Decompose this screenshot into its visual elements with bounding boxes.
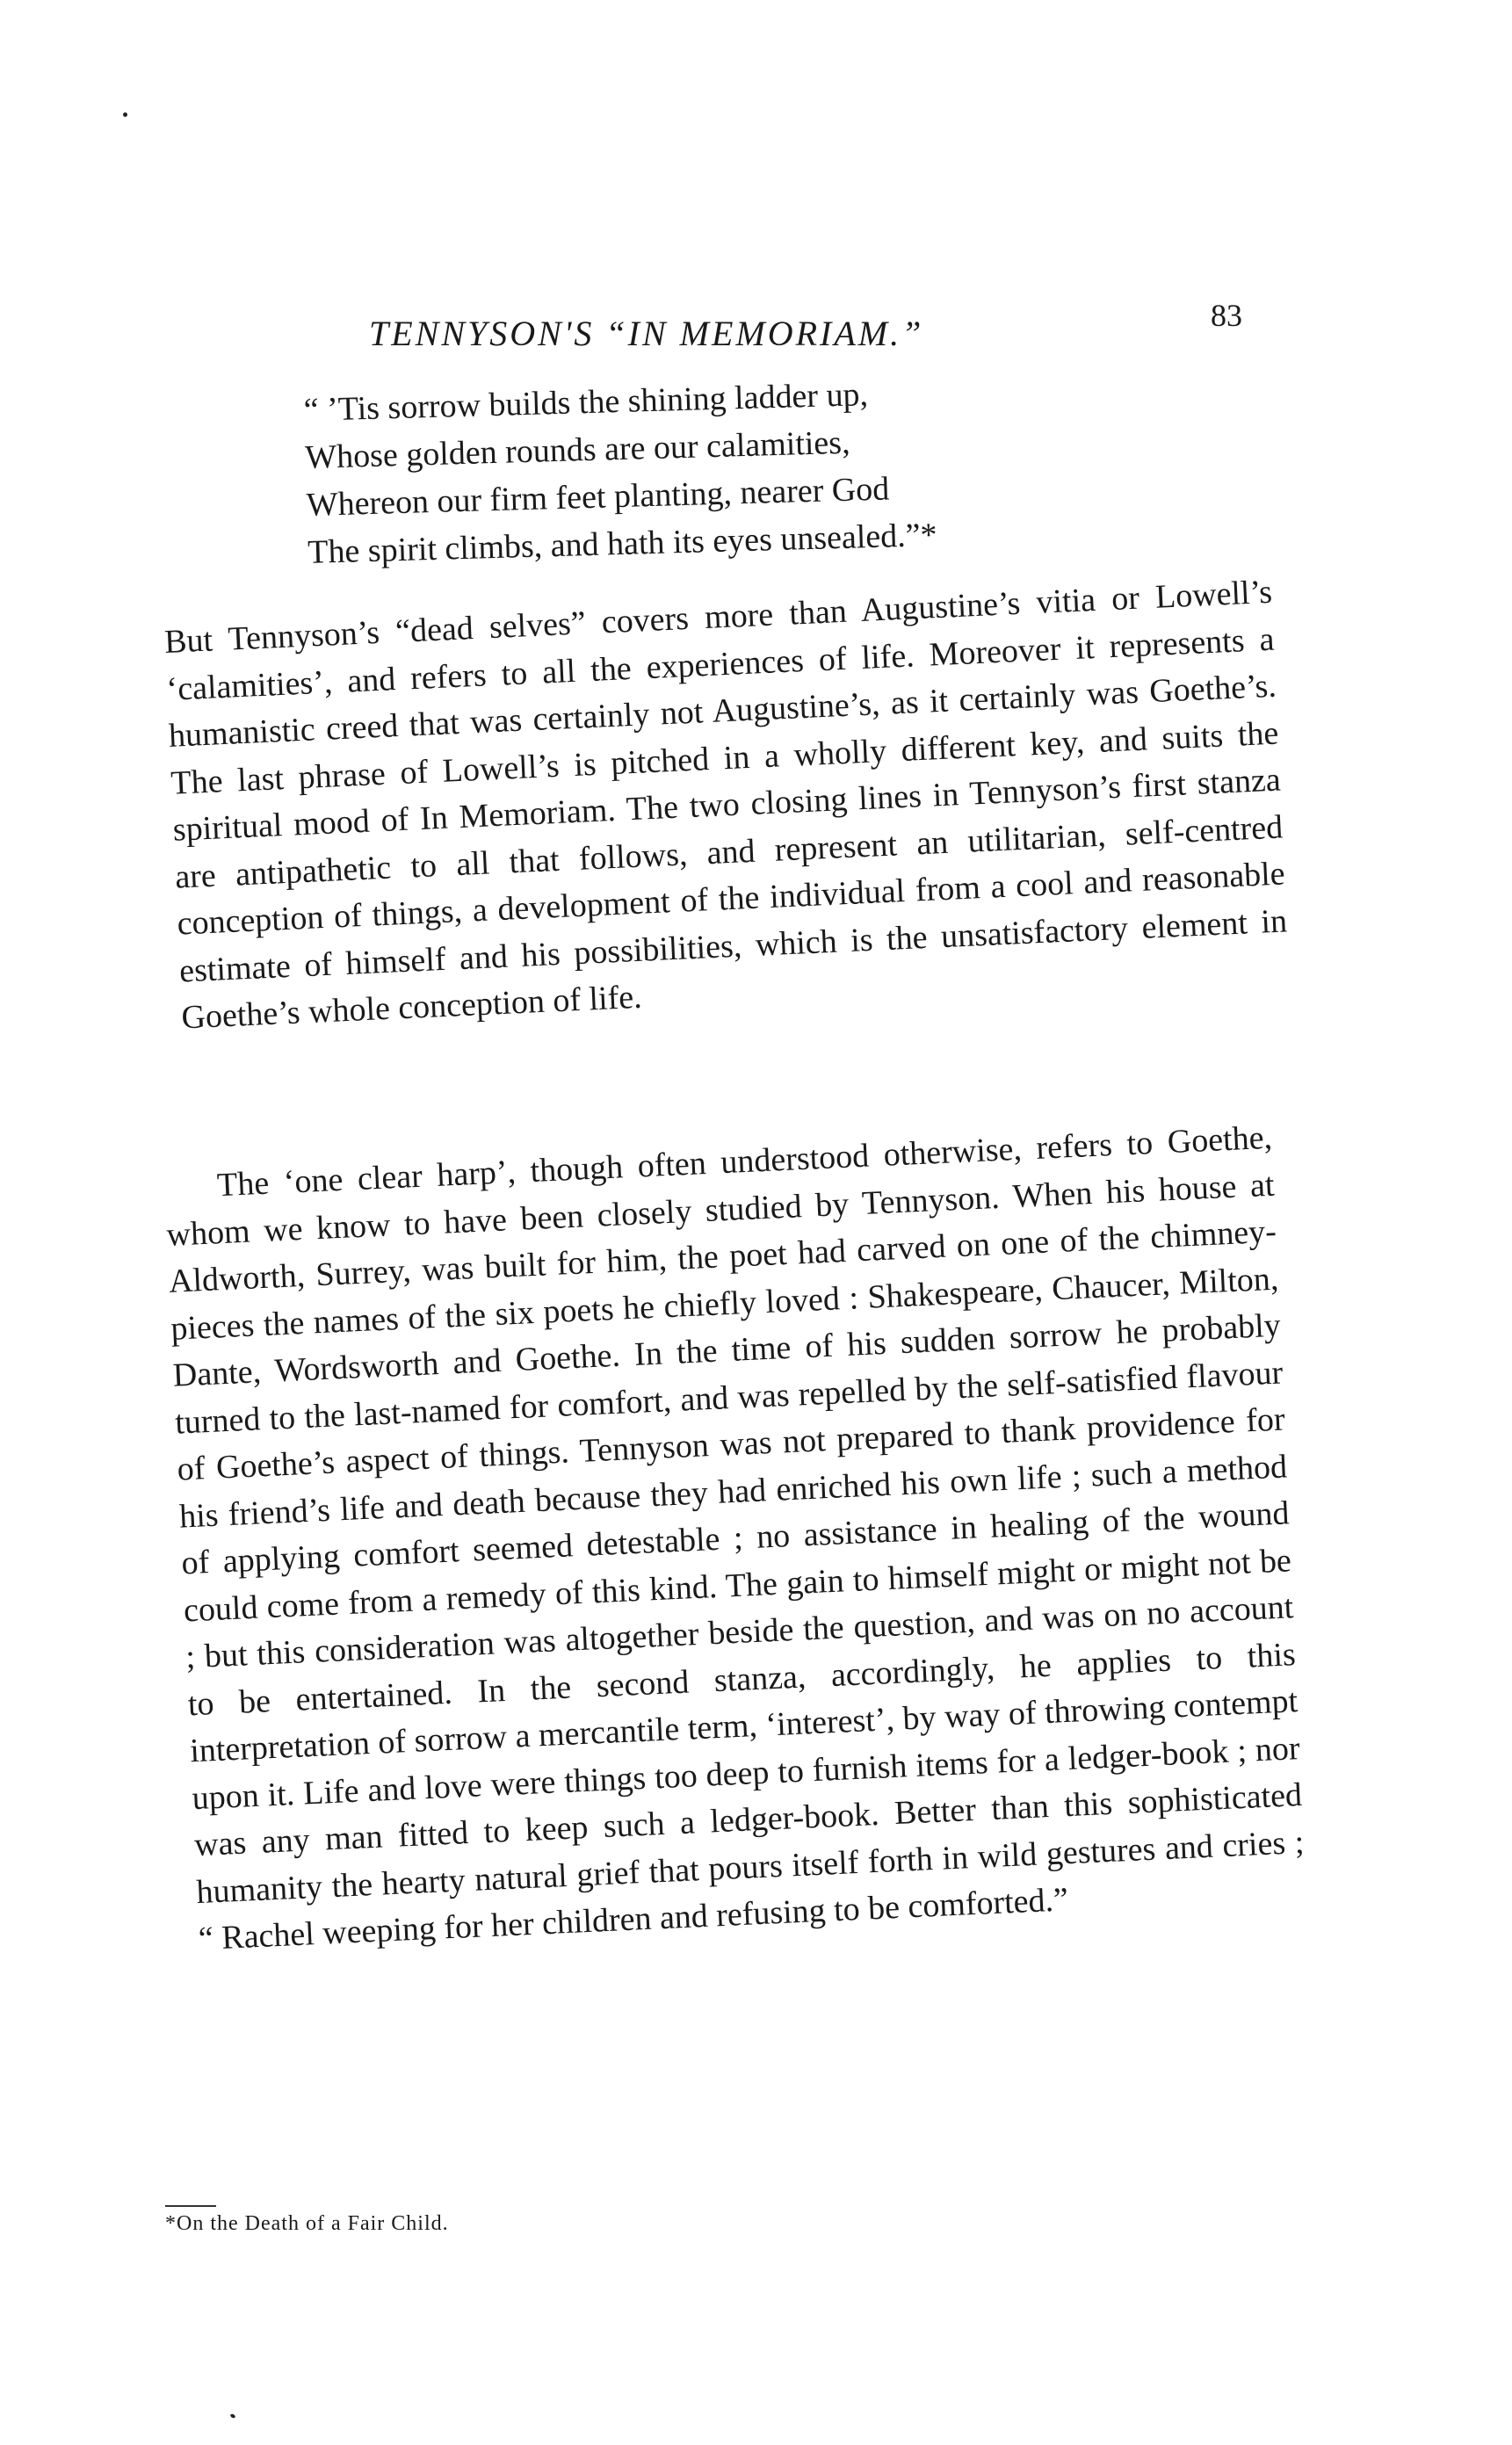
ink-speck <box>229 2413 235 2419</box>
verse-line: Whereon our firm feet planting, nearer God <box>306 470 890 524</box>
paragraph-text: The ‘one clear harp’, though often understood otherwise, refers to Goethe, whom we know to have been closely studied by Tennyson. When his house at Aldworth, Surrey, was built for him, the poet had carved on one of the chimney-pieces the names of the six poets he chiefly loved : Shakespeare, Chaucer, Milton, Dante, Wordsworth and Goethe. In the time of his sudden sorrow he probably turned to the last-named for comfort, and was repelled by the self-satisfied flavour of Goethe’s aspect of things. Tennyson was not prepared to thank providence for his friend’s life and death because they had enriched his own life ; such a method of applying comfort seemed detestable ; no assistance in healing of the wound could come from a remedy of this kind. The gain to himself might or might not be ; but this consideration was altogether beside the question, and was on no account to be entertained. In the second stanza, accordingly, he applies to this interpretation of sorrow a mercantile term, ‘interest’, by way of throwing contempt upon it. Life and love were things too deep to furnish items for a ledger-book ; nor was any man fitted to keep such a ledger-book. Better than this sophisticated humanity the hearty natural grief that pours itself forth in wild gestures and cries ; “ Rachel weeping for her children and refusing to be comforted.” <box>165 1118 1306 1958</box>
page-number: 83 <box>1211 298 1242 333</box>
verse-line: Whose golden rounds are our calamities, <box>304 423 851 476</box>
body-paragraph <box>163 1115 1307 1964</box>
verse-line: “ ’Tis sorrow builds the shining ladder up, <box>303 376 869 429</box>
footnote-divider <box>165 2205 216 2207</box>
running-title: TENNYSON'S “IN MEMORIAM.” <box>369 314 924 353</box>
body-paragraph <box>163 569 1291 1042</box>
paragraph-text: But Tennyson’s “dead selves” covers more than Augustine’s vitia or Lowell’s ‘calamities’, and refers to all the experiences of life. Moreover it represents a humanistic creed that was certainly not Augustine’s, as it certainly was Goethe’s. The last phrase of Lowell’s is pitched in a wholly different key, and suits the spiritual mood of In Memoriam. The two closing lines in Tennyson’s first stanza are antipathetic to all that follows, and represent an utilitarian, self-centred conception of things, a development of the individual from a cool and reasonable estimate of himself and his possibilities, which is the unsatisfactory element in Goethe’s whole conception of life. <box>163 573 1288 1037</box>
ink-speck <box>123 112 127 117</box>
verse-quotation <box>303 362 1187 576</box>
verse-line: The spirit climbs, and hath its eyes unsealed.”* <box>307 516 938 571</box>
footnote: *On the Death of a Fair Child. <box>165 2212 449 2235</box>
